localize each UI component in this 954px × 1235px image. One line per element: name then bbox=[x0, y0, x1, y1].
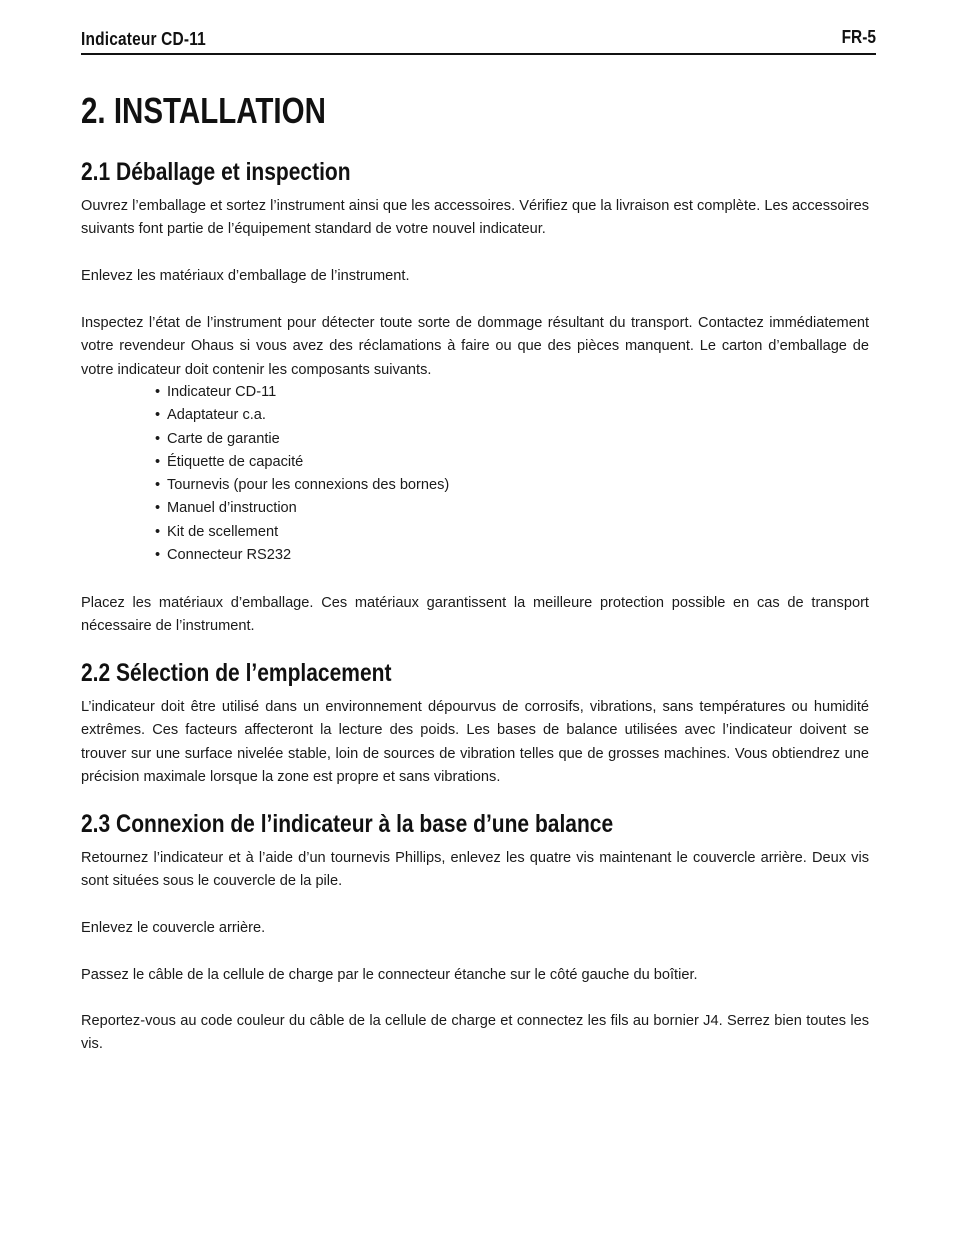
paragraph-remove-cover: Enlevez le couvercle arrière. bbox=[81, 920, 266, 936]
contents-list bbox=[155, 381, 449, 567]
list-item: • Étiquette de capacité bbox=[155, 453, 304, 470]
paragraph-connect-wires: Reportez-vous au code couleur du câble de la cellule de charge et connectez les fils au bornier J4. Serrez bien toutes les vis. bbox=[81, 1013, 869, 1053]
section-title-connection: 2.3 Connexion de l’indicateur à la base d’une balance bbox=[81, 810, 614, 838]
list-item: • Tournevis (pour les connexions des bornes) bbox=[155, 477, 450, 494]
list-item: • Adaptateur c.a. bbox=[155, 407, 266, 424]
header-title: Indicateur CD-11 bbox=[81, 29, 206, 49]
list-item: • Kit de scellement bbox=[155, 523, 279, 540]
section-title-unpacking: 2.1 Déballage et inspection bbox=[81, 158, 351, 186]
paragraph-remove-packing: Enlevez les matériaux d’emballage de l’instrument. bbox=[81, 268, 410, 284]
page-number: FR-5 bbox=[841, 27, 876, 47]
paragraph-inspect: Inspectez l’état de l’instrument pour détecter toute sorte de dommage résultant du transport. Contactez immédiatement votre revendeur Ohaus si vous avez des réclamations à faire ou que des pièces manquent. Le carton d’emballage de votre indicateur doit contenir les composants suivants. bbox=[81, 315, 869, 378]
section-title-location: 2.2 Sélection de l’emplacement bbox=[81, 659, 392, 687]
paragraph-location: L’indicateur doit être utilisé dans un environnement dépourvus de corrosifs, vibrations, sans températures ou humidité extrêmes. Ces facteurs affecteront la lecture des poids. Les bases de balance utilisées avec l’indicateur doivent se trouver sur une surface nivelée stable, loin de sources de vibration telles que de grosses machines. Vous obtiendrez une précision maximale lorsque la zone est propre et sans vibrations. bbox=[81, 699, 869, 785]
paragraph-turn-over: Retournez l’indicateur et à l’aide d’un tournevis Phillips, enlevez les quatre vis maintenant le couvercle arrière. Deux vis sont situées sous le couvercle de la pile. bbox=[81, 850, 869, 890]
chapter-title: 2. INSTALLATION bbox=[81, 90, 326, 131]
list-item: • Indicateur CD-11 bbox=[155, 384, 277, 400]
list-item: • Manuel d’instruction bbox=[155, 500, 297, 517]
running-header bbox=[81, 27, 876, 55]
paragraph-pass-cable: Passez le câble de la cellule de charge par le connecteur étanche sur le côté gauche du boîtier. bbox=[81, 967, 698, 983]
list-item: • Connecteur RS232 bbox=[155, 547, 292, 564]
list-item: • Carte de garantie bbox=[155, 430, 280, 447]
paragraph-unpacking-intro: Ouvrez l’emballage et sortez l’instrument ainsi que les accessoires. Vérifiez que la livraison est complète. Les accessoires suivants font partie de l’équipement standard de votre nouvel indicateur. bbox=[81, 198, 869, 238]
paragraph-keep-packing: Placez les matériaux d’emballage. Ces matériaux garantissent la meilleure protection possible en cas de transport nécessaire de l’instrument. bbox=[81, 595, 869, 635]
